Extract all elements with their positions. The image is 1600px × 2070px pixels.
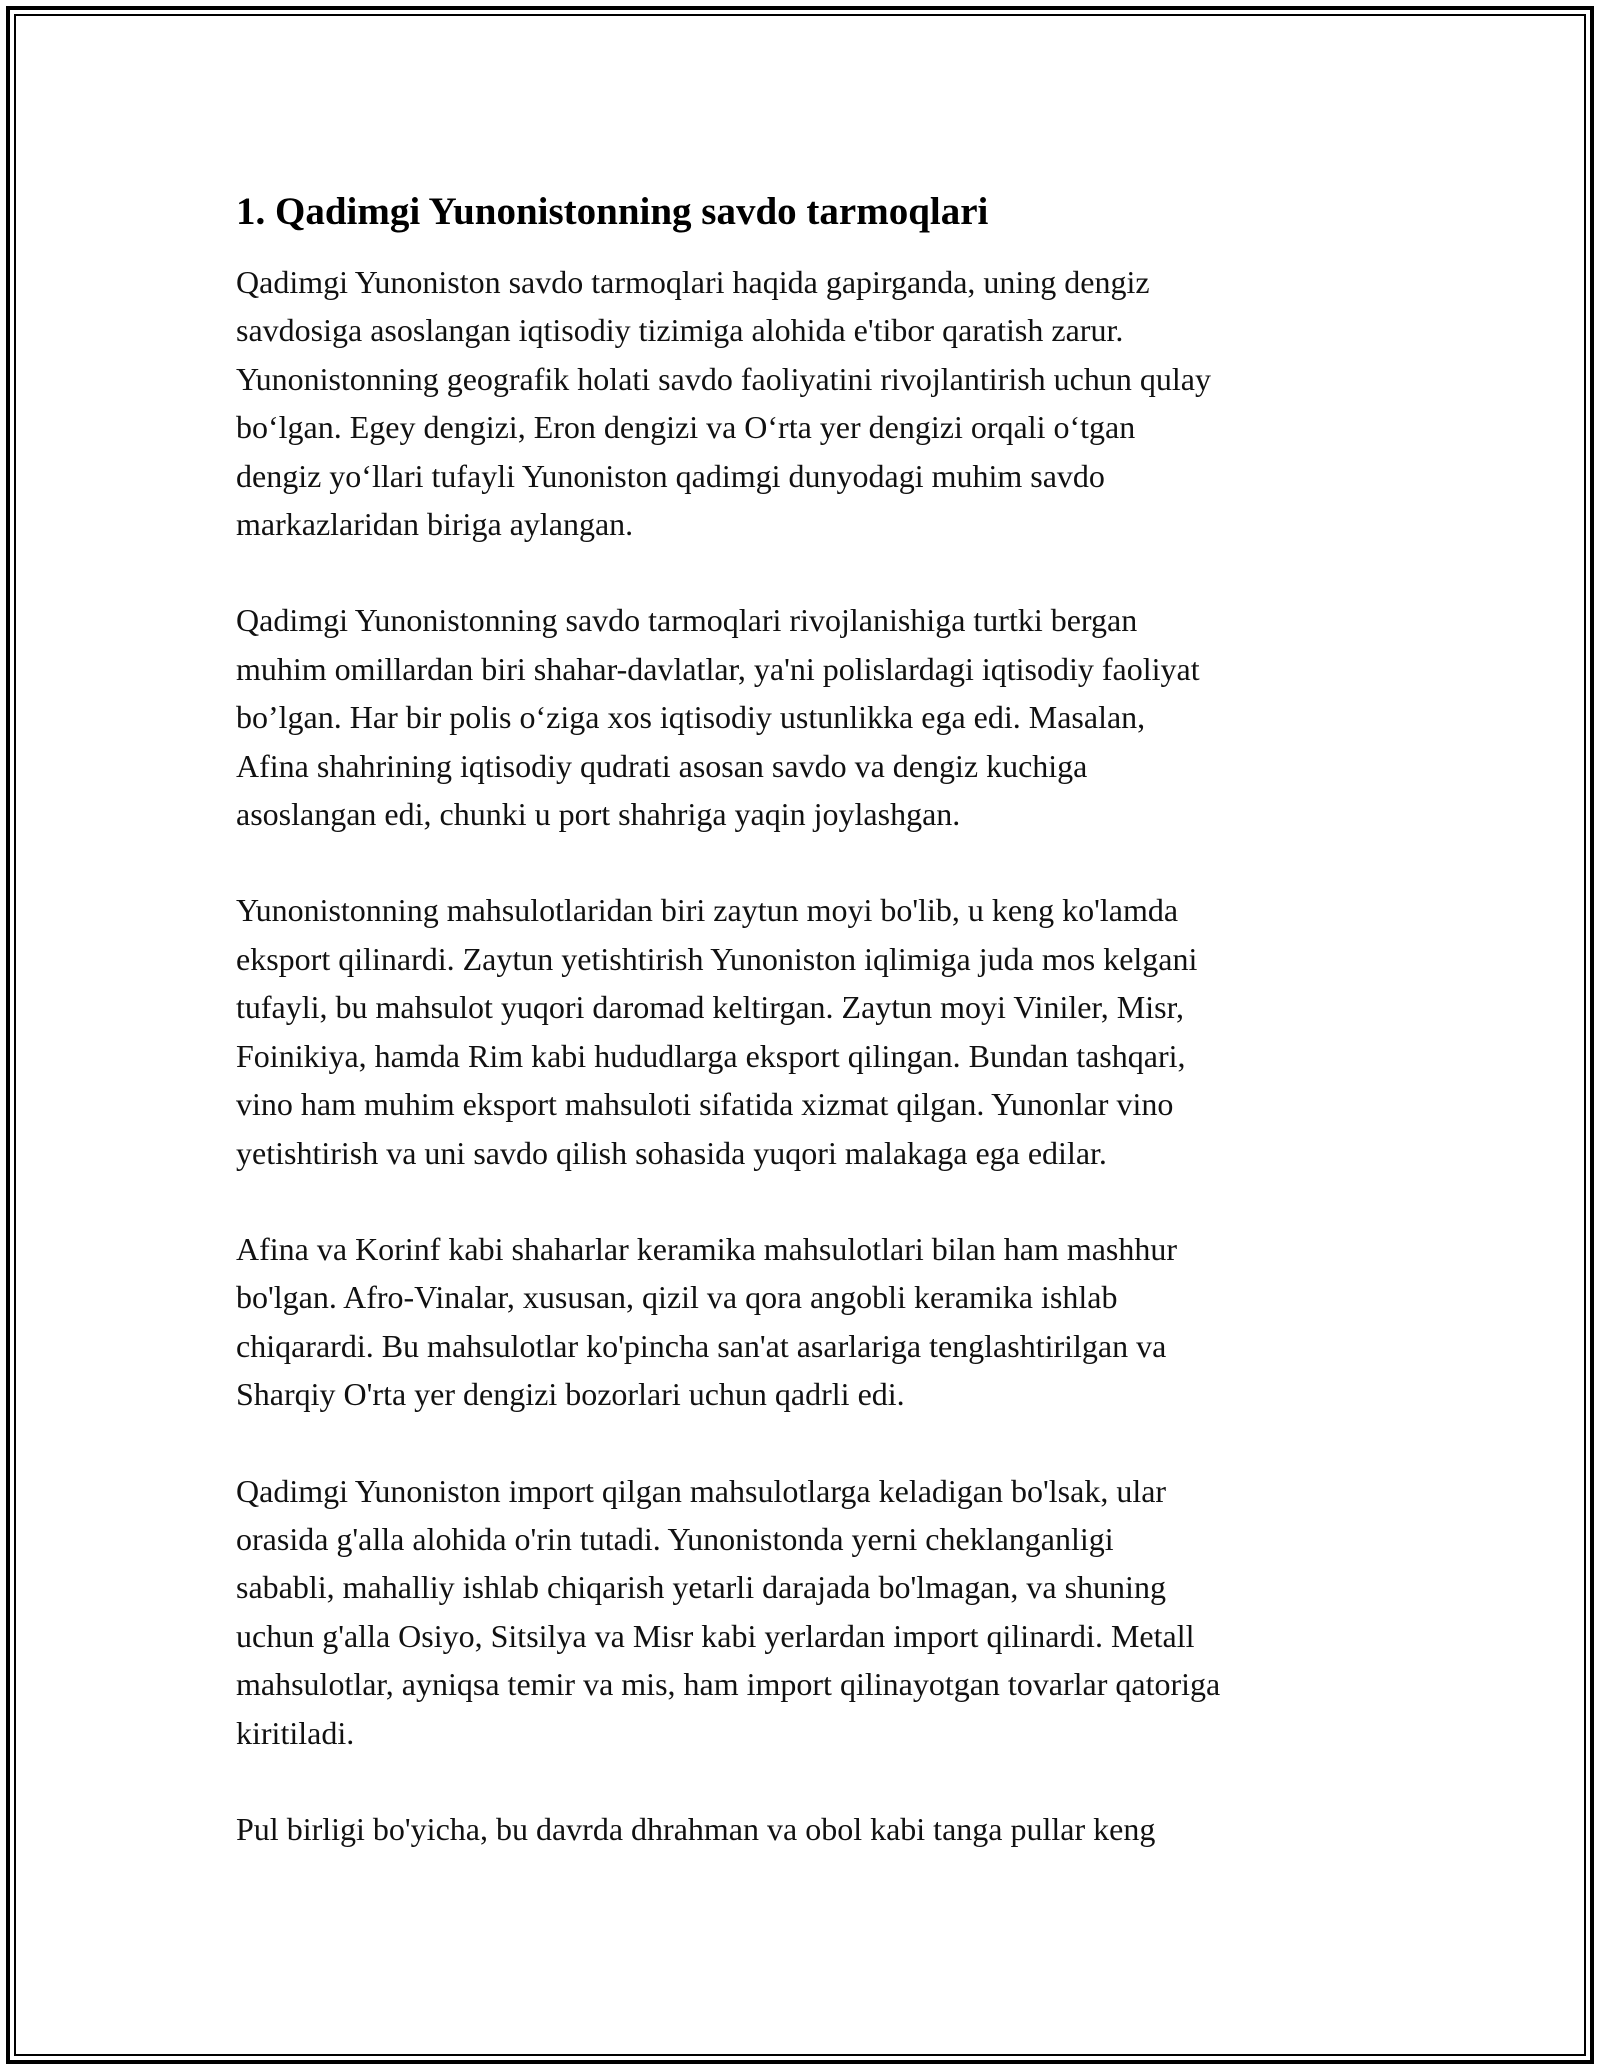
text-line: Foinikiya, hamda Rim kabi hududlarga eksport qilingan. Bundan tashqari, <box>236 1037 1186 1074</box>
text-line: yetishtirish va uni savdo qilish sohasida yuqori malakaga ega edilar. <box>236 1134 1107 1171</box>
text-line: tufayli, bu mahsulot yuqori daromad keltirgan. Zaytun moyi Viniler, Misr, <box>236 989 1184 1026</box>
text-line: Qadimgi Yunoniston import qilgan mahsulotlarga keladigan bo'lsak, ular <box>236 1472 1167 1509</box>
text-line: uchun g'alla Osiyo, Sitsilya va Misr kabi yerlardan import qilinardi. Metall <box>236 1617 1195 1654</box>
text-line: kiritiladi. <box>236 1714 355 1751</box>
paragraph-5 <box>236 1467 1376 1757</box>
text-line: Yunonistonning mahsulotlaridan biri zaytun moyi bo'lib, u keng ko'lamda <box>236 892 1179 929</box>
section-heading: 1. Qadimgi Yunonistonning savdo tarmoqlari <box>236 190 989 233</box>
text-line: bo‘lgan. Egey dengizi, Eron dengizi va O‘rta yer dengizi orqali o‘tgan <box>236 409 1136 446</box>
text-line: Sharqiy O'rta yer dengizi bozorlari uchun qadrli edi. <box>236 1376 905 1413</box>
text-line: markazlaridan biriga aylangan. <box>236 506 634 543</box>
text-line: Yunonistonning geografik holati savdo faoliyatini rivojlantirish uchun qulay <box>236 360 1211 397</box>
text-line: asoslangan edi, chunki u port shahriga yaqin joylashgan. <box>236 796 961 833</box>
text-line: vino ham muhim eksport mahsuloti sifatida xizmat qilgan. Yunonlar vino <box>236 1086 1174 1123</box>
text-line: Afina va Korinf kabi shaharlar keramika mahsulotlari bilan ham mashhur <box>236 1230 1178 1267</box>
text-line: savdosiga asoslangan iqtisodiy tizimiga alohida e'tibor qaratish zarur. <box>236 312 1124 349</box>
text-line: Pul birligi bo'yicha, bu davrda dhrahman va obol kabi tanga pullar keng <box>236 1810 1156 1847</box>
document-body <box>236 186 1376 1901</box>
text-line: eksport qilinardi. Zaytun yetishtirish Yunoniston iqlimiga juda mos kelgani <box>236 940 1198 977</box>
text-line: Qadimgi Yunoniston savdo tarmoqlari haqida gapirganda, uning dengiz <box>236 264 1150 300</box>
text-line: mahsulotlar, ayniqsa temir va mis, ham import qilinayotgan tovarlar qatoriga <box>236 1666 1221 1703</box>
text-line: Qadimgi Yunonistonning savdo tarmoqlari rivojlanishiga turtki bergan <box>236 602 1138 639</box>
text-line: chiqarardi. Bu mahsulotlar ko'pincha san'at asarlariga tenglashtirilgan va <box>236 1327 1167 1364</box>
text-line: dengiz yo‘llari tufayli Yunoniston qadimgi dunyodagi muhim savdo <box>236 457 1105 494</box>
text-line: Afina shahrining iqtisodiy qudrati asosan savdo va dengiz kuchiga <box>236 747 1088 784</box>
paragraph-6 <box>236 1805 1376 1853</box>
text-line: orasida g'alla alohida o'rin tutadi. Yunonistonda yerni cheklanganligi <box>236 1520 1114 1557</box>
paragraph-2 <box>236 596 1376 838</box>
paragraph-1 <box>236 258 1376 548</box>
paragraph-3 <box>236 886 1376 1176</box>
text-line: sababli, mahalliy ishlab chiqarish yetarli darajada bo'lmagan, va shuning <box>236 1569 1166 1606</box>
text-line: bo’lgan. Har bir polis o‘ziga xos iqtisodiy ustunlikka ega edi. Masalan, <box>236 699 1146 736</box>
paragraph-4 <box>236 1225 1376 1419</box>
text-line: bo'lgan. Afro-Vinalar, xususan, qizil va qora angobli keramika ishlab <box>236 1279 1118 1316</box>
text-line: muhim omillardan biri shahar-davlatlar, ya'ni polislardagi iqtisodiy faoliyat <box>236 650 1200 687</box>
